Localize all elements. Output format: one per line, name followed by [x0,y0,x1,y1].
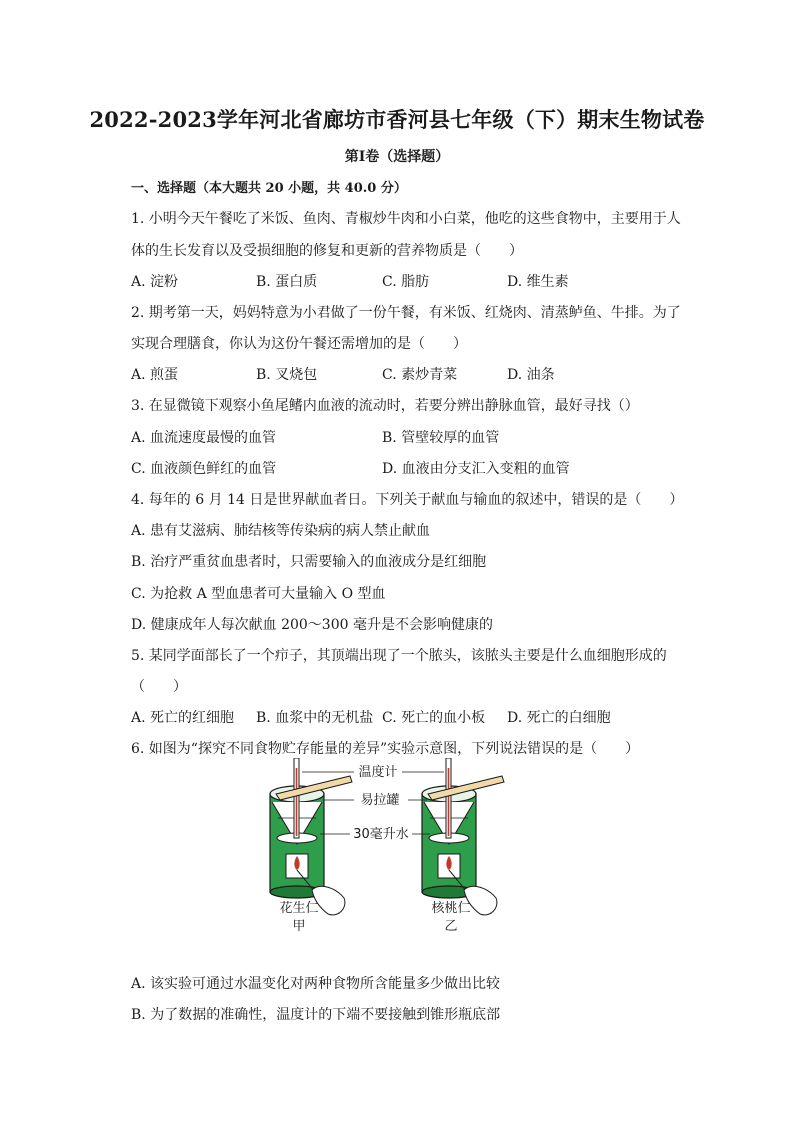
q1-option-d: D. 维生素 [507,274,569,290]
q5-line1: 5. 某同学面部长了一个疖子，其顶端出现了一个脓头，该脓头主要是什么血细胞形成的 [131,648,667,664]
q6-option-b: B. 为了数据的准确性，温度计的下端不要接触到锥形瓶底部 [131,1007,501,1023]
experiment-figure [262,758,532,938]
section-subtitle: 第Ⅰ卷（选择题） [344,149,450,165]
label-left-food: 花生仁 [279,901,319,916]
q3-option-b: B. 管壁较厚的血管 [382,430,500,446]
section-heading: 一、选择题（本大题共 20 小题，共 40.0 分） [131,181,407,196]
q3-line1: 3. 在显微镜下观察小鱼尾鳍内血液的流动时，若要分辨出静脉血管，最好寻找（） [131,398,639,414]
q2-line2: 实现合理膳食，你认为这份午餐还需增加的是（ ） [131,336,467,352]
q4-option-c: C. 为抢救 A 型血患者可大量输入 O 型血 [131,586,386,602]
q5-option-c: C. 死亡的血小板 [382,710,486,726]
q3-option-c: C. 血液颜色鲜红的血管 [131,461,277,477]
label-water: 30毫升水 [353,827,409,842]
q6-line1: 6. 如图为“探究不同食物贮存能量的差异”实验示意图，下列说法错误的是（ ） [131,741,640,757]
q2-option-c: C. 素炒青菜 [382,367,458,383]
q5-line2: （ ） [131,679,187,695]
q3-option-d: D. 血液由分支汇入变粗的血管 [382,461,570,477]
left-apparatus [270,758,352,915]
q4-option-a: A. 患有艾滋病、肺结核等传染病的病人禁止献血 [131,523,431,539]
label-right-tag: 乙 [444,919,458,934]
q4-line1: 4. 每年的 6 月 14 日是世界献血者日。下列关于献血与输血的叙述中，错误的是（ ） [131,492,684,508]
q4-option-b: B. 治疗严重贫血患者时，只需要输入的血液成分是红细胞 [131,554,487,570]
label-left-tag: 甲 [292,919,306,934]
page-title: 2022-2023学年河北省廊坊市香河县七年级（下）期末生物试卷 [89,107,705,132]
q1-option-b: B. 蛋白质 [256,274,318,290]
q3-option-a: A. 血流速度最慢的血管 [131,430,277,446]
q2-option-a: A. 煎蛋 [131,367,179,383]
q1-line2: 体的生长发育以及受损细胞的修复和更新的营养物质是（ ） [131,243,523,259]
label-can: 易拉罐 [360,793,400,808]
q4-option-d: D. 健康成年人每次献血 200～300 毫升是不会影响健康的 [131,617,493,633]
q2-option-d: D. 油条 [507,367,555,383]
q5-option-a: A. 死亡的红细胞 [131,710,235,726]
q5-option-d: D. 死亡的白细胞 [507,710,611,726]
label-right-food: 核桃仁 [431,901,471,916]
q2-line1: 2. 期考第一天，妈妈特意为小君做了一份午餐，有米饭、红烧肉、清蒸鲈鱼、牛排。为了 [131,305,681,321]
right-apparatus [422,758,504,915]
q5-option-b: B. 血浆中的无机盐 [256,710,374,726]
q2-option-b: B. 叉烧包 [256,367,318,383]
label-thermometer: 温度计 [358,765,398,780]
experiment-diagram [262,758,532,938]
q1-line1: 1. 小明今天午餐吃了米饭、鱼肉、青椒炒牛肉和小白菜，他吃的这些食物中，主要用于人 [131,211,681,227]
q6-option-a: A. 该实验可通过水温变化对两种食物所含能量多少做出比较 [131,976,501,992]
q1-option-a: A. 淀粉 [131,274,179,290]
q1-option-c: C. 脂肪 [382,274,430,290]
